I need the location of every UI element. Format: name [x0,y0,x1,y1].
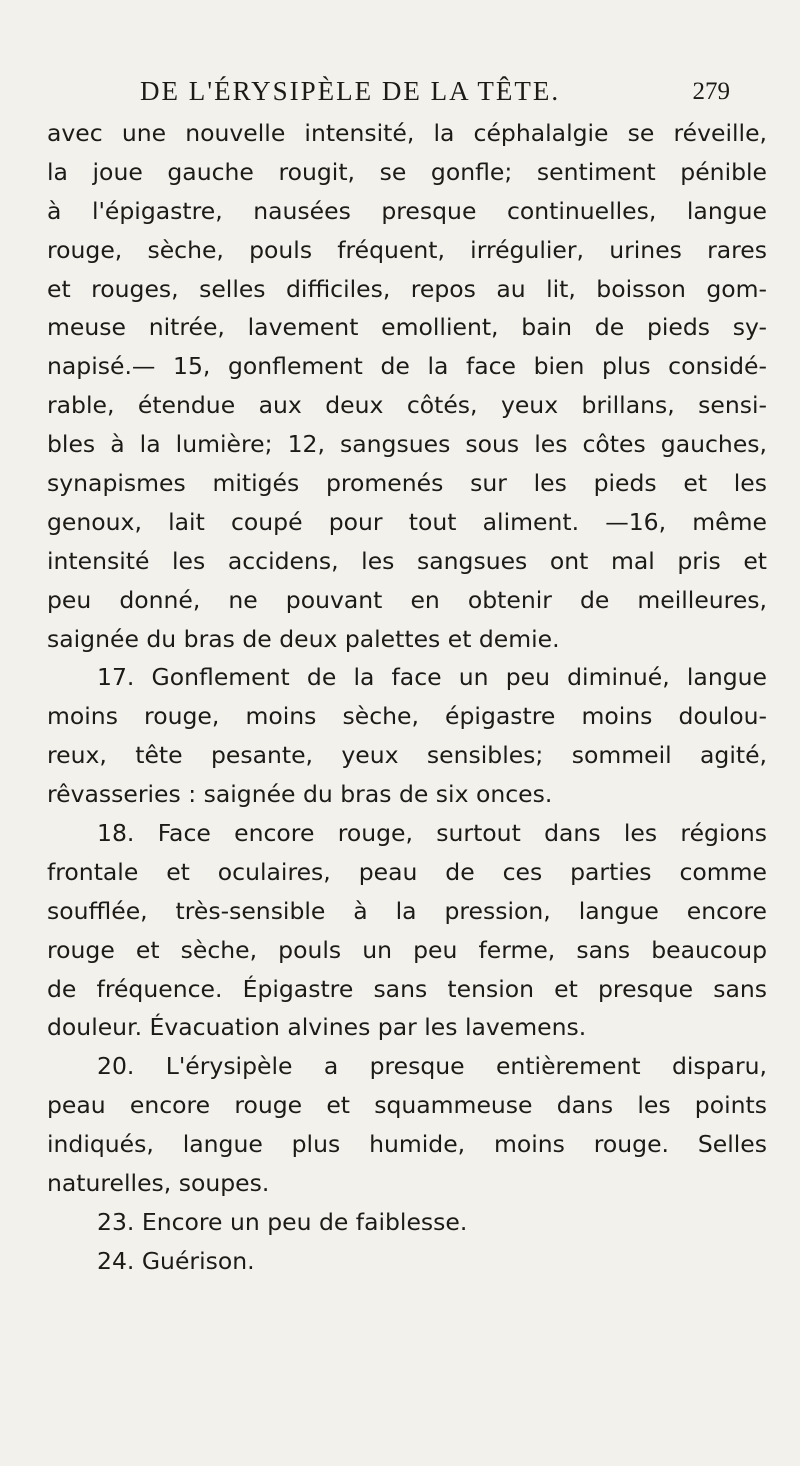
text-line: intensité les accidens, les sangsues ont mal pris et [47,546,767,575]
text-line: napisé.— 15, gonflement de la face bien plus considé- [47,352,767,381]
text-line: frontale et oculaires, peau de ces parties comme [47,857,767,886]
text-line: 24. Guérison. [97,1246,255,1275]
text-line: rouge, sèche, pouls fréquent, irrégulier, urines rares [47,235,767,264]
text-line: saignée du bras de deux palettes et demie. [47,624,560,653]
running-title: DE L'ÉRYSIPÈLE DE LA TÊTE. [140,76,561,106]
text-line: naturelles, soupes. [47,1169,270,1198]
text-line: douleur. Évacuation alvines par les lavemens. [47,1013,587,1042]
text-line: et rouges, selles difficiles, repos au lit, boisson gom- [47,274,767,303]
text-line: synapismes mitigés promenés sur les pieds et les [47,469,767,498]
text-line: rable, étendue aux deux côtés, yeux brillans, sensi- [47,391,767,420]
running-head [140,76,730,116]
text-line: rêvasseries : saignée du bras de six onces. [47,780,553,809]
text-line: 23. Encore un peu de faiblesse. [97,1207,468,1236]
text-line: meuse nitrée, lavement emollient, bain de pieds sy- [47,313,767,342]
text-line: rouge et sèche, pouls un peu ferme, sans beaucoup [47,935,767,964]
text-line: peau encore rouge et squammeuse dans les points [47,1091,767,1120]
text-line: 17. Gonflement de la face un peu diminué, langue [97,663,767,692]
text-line: à l'épigastre, nausées presque continuelles, langue [47,196,767,225]
text-line: peu donné, ne pouvant en obtenir de meilleures, [47,585,767,614]
text-line: de fréquence. Épigastre sans tension et presque sans [47,974,767,1003]
text-line: la joue gauche rougit, se gonfle; sentiment pénible [47,157,767,186]
text-line: soufflée, très-sensible à la pression, langue encore [47,896,767,925]
text-line: bles à la lumière; 12, sangsues sous les côtes gauches, [47,430,767,459]
text-line: genoux, lait coupé pour tout aliment. —16, même [47,507,767,536]
text-line: reux, tête pesante, yeux sensibles; sommeil agité, [47,741,767,770]
text-line: avec une nouvelle intensité, la céphalalgie se réveille, [47,119,767,147]
body-text [47,114,767,1281]
page-number: 279 [692,78,730,105]
text-line: moins rouge, moins sèche, épigastre moins doulou- [47,702,767,731]
text-line: 18. Face encore rouge, surtout dans les régions [97,819,767,848]
text-line: 20. L'érysipèle a presque entièrement disparu, [97,1052,767,1081]
text-line: indiqués, langue plus humide, moins rouge. Selles [47,1130,767,1159]
